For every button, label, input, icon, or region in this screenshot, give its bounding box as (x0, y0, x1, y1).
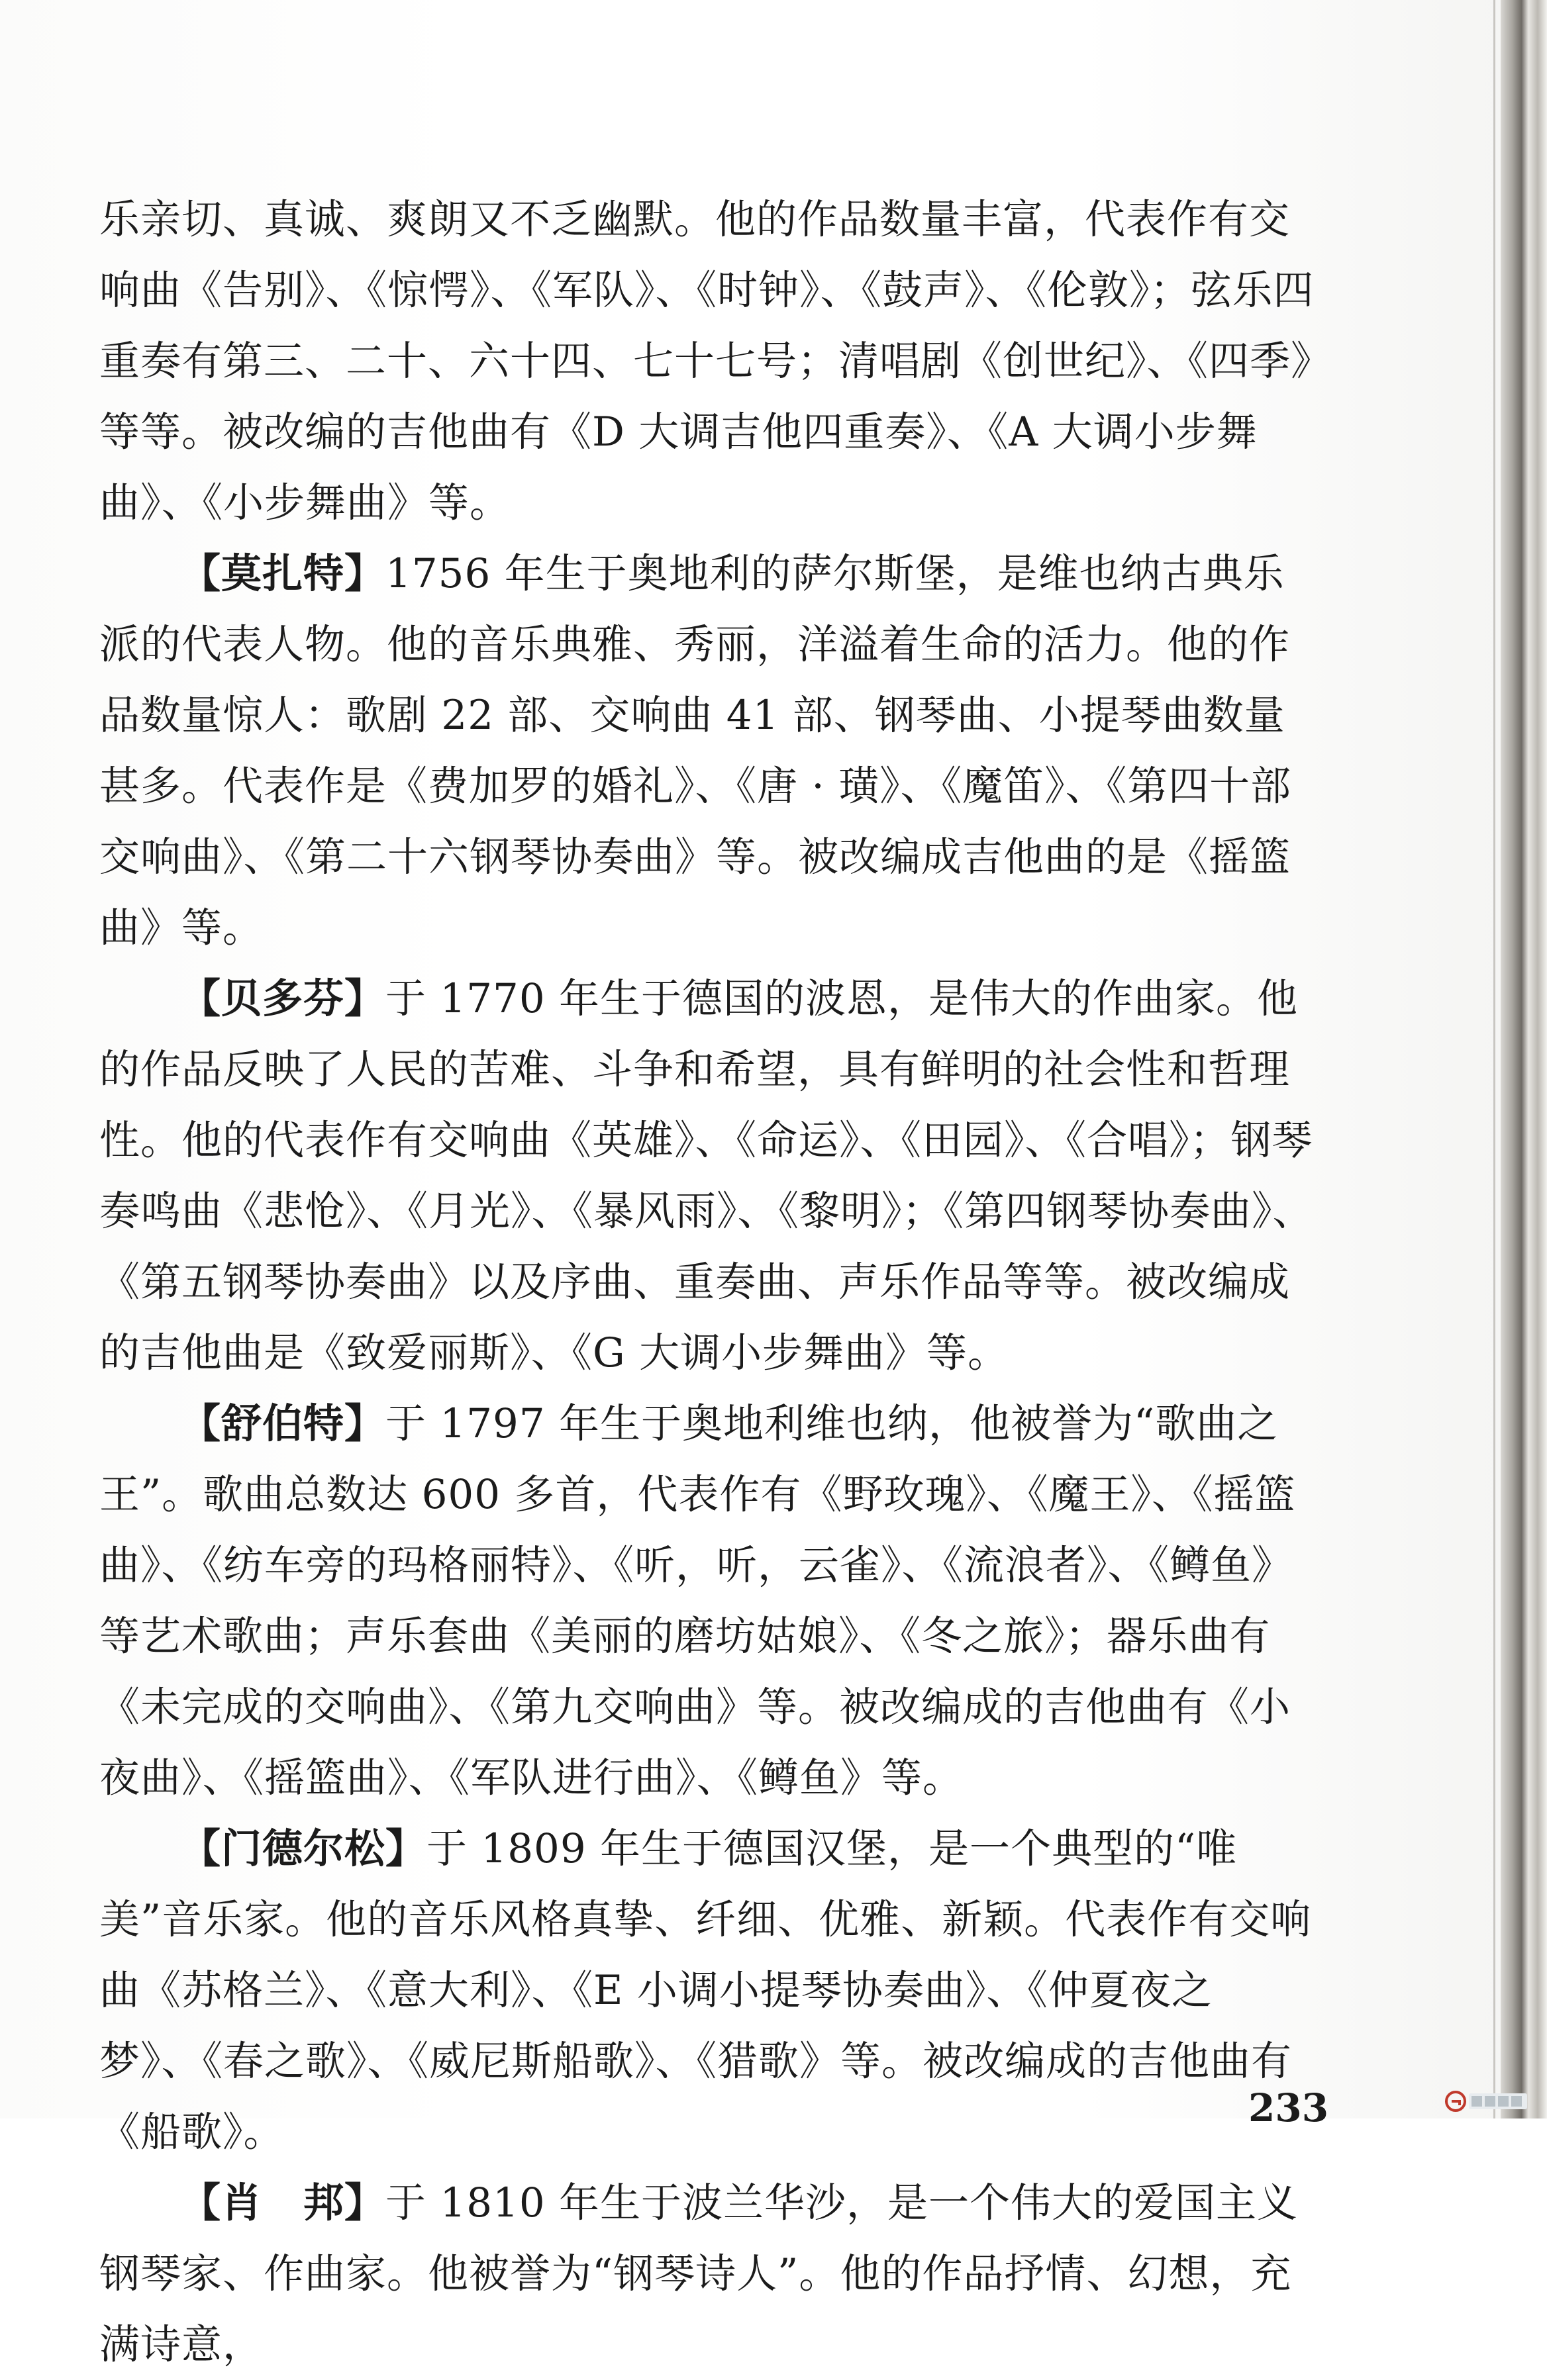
composer-name: 【莫扎特】 (180, 550, 386, 597)
paragraph-text: 于 1770 年生于德国的波恩，是伟大的作曲家。他的作品反映了人民的苦难、斗争和希望，具有鲜明的社会性和哲理性。他的代表作有交响曲《英雄》、《命运》、《田园》、《合唱》；钢琴奏鸣曲《悲怆》、《月光》、《暴风雨》、《黎明》；《第四钢琴协奏曲》、《第五钢琴协奏曲》以及序曲、重奏曲、声乐作品等等。被改编成的吉他曲是《致爱丽斯》、《G 大调小步舞曲》等。 (99, 975, 1314, 1376)
composer-name: 【舒伯特】 (180, 1400, 386, 1447)
site-watermark-logo (1444, 2085, 1530, 2117)
paragraph-mozart (99, 538, 1315, 963)
composer-name: 【门德尔松】 (180, 1825, 427, 1872)
paragraph-text: 于 1797 年生于奥地利维也纳，他被誉为“歌曲之王”。歌曲总数达 600 多首，代表作有《野玫瑰》、《魔王》、《摇篮曲》、《纺车旁的玛格丽特》、《听，听，云雀》、《流浪者》、《鳟鱼》等艺术歌曲；声乐套曲《美丽的磨坊姑娘》、《冬之旅》；器乐曲有《未完成的交响曲》、《第九交响曲》等。被改编成的吉他曲有《小夜曲》、《摇篮曲》、《军队进行曲》、《鳟鱼》等。 (99, 1400, 1296, 1801)
paragraph-haydn-continued (99, 184, 1315, 538)
page-edge-line (1493, 0, 1495, 2118)
paragraph-mendelssohn (99, 1813, 1315, 2167)
paragraph-text: 1756 年生于奥地利的萨尔斯堡，是维也纳古典乐派的代表人物。他的音乐典雅、秀丽，洋溢着生命的活力。他的作品数量惊人：歌剧 22 部、交响曲 41 部、钢琴曲、小提琴曲数量甚多。代表作是《费加罗的婚礼》、《唐 · 璜》、《魔笛》、《第四十部交响曲》、《第二十六钢琴协奏曲》等。被改编成吉他曲的是《摇篮曲》等。 (99, 550, 1292, 951)
book-binding-edge (1501, 0, 1547, 2118)
composer-name: 【肖 邦】 (180, 2179, 386, 2226)
paragraph-beethoven (99, 963, 1315, 1388)
paragraph-chopin (99, 2167, 1315, 2380)
paragraph-text: 于 1809 年生于德国汉堡，是一个典型的“唯美”音乐家。他的音乐风格真挚、纤细、优雅、新颖。代表作有交响曲《苏格兰》、《意大利》、《E 小调小提琴协奏曲》、《仲夏夜之梦》、《春之歌》、《威尼斯船歌》、《猎歌》等。被改编成的吉他曲有《船歌》。 (99, 1825, 1312, 2156)
paragraph-text: 乐亲切、真诚、爽朗又不乏幽默。他的作品数量丰富，代表作有交响曲《告别》、《惊愕》、《军队》、《时钟》、《鼓声》、《伦敦》；弦乐四重奏有第三、二十、六十四、七十七号；清唱剧《创世纪》、《四季》等等。被改编的吉他曲有《D 大调吉他四重奏》、《A 大调小步舞曲》、《小步舞曲》等。 (99, 196, 1315, 526)
composer-name: 【贝多芬】 (180, 975, 386, 1022)
page-number: 233 (1248, 2085, 1329, 2130)
paragraph-text: 于 1810 年生于波兰华沙，是一个伟大的爱国主义钢琴家、作曲家。他被誉为“钢琴诗人”。他的作品抒情、幻想，充满诗意， (99, 2179, 1299, 2368)
body-text (99, 184, 1315, 2380)
paragraph-schubert (99, 1388, 1315, 1813)
